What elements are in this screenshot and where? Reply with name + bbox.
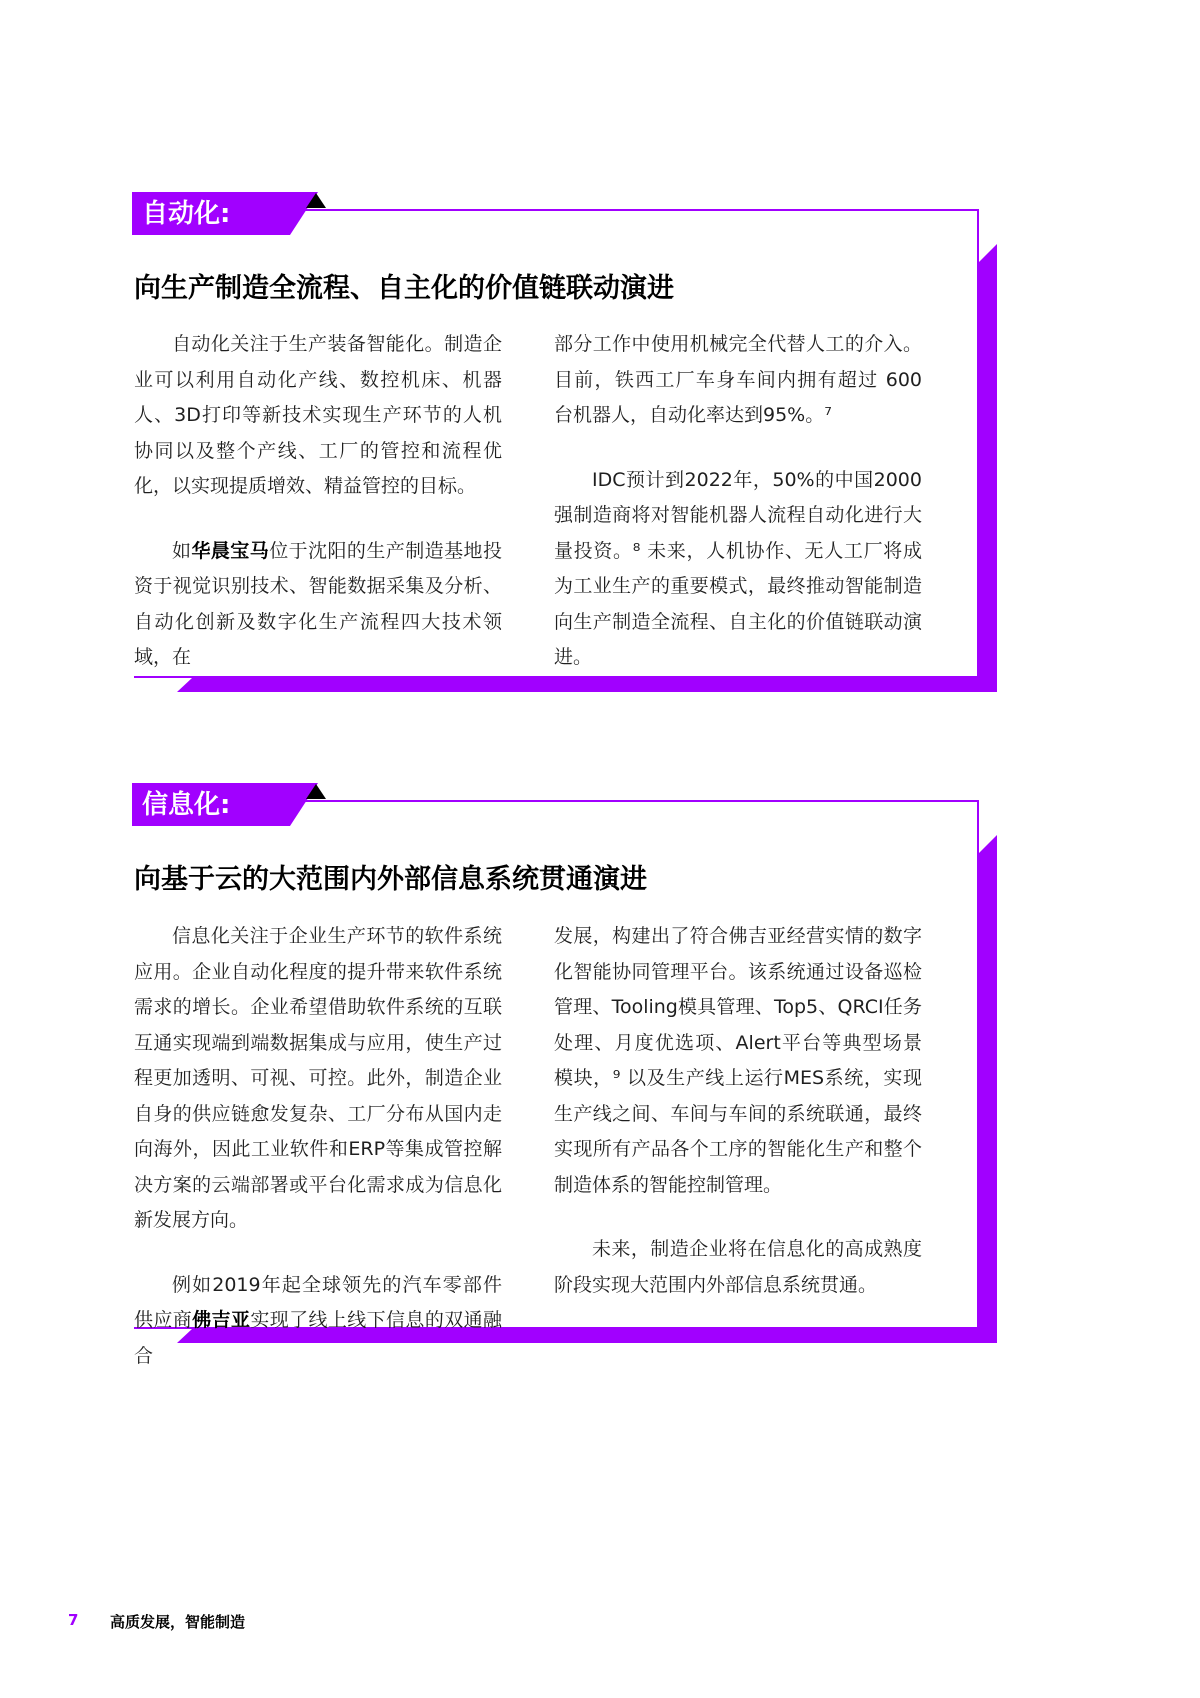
section-tag-label: 自动化:	[142, 199, 231, 229]
paragraph: 未来，制造企业将在信息化的高成熟度阶段实现大范围内外部信息系统贯通。	[554, 1238, 922, 1296]
footer-title: 高质发展，智能制造	[110, 1613, 246, 1631]
text-run: 位于沈阳的生产制造基地投资于视觉识别技术、智能数据采集及分析、自动化创新及数字化生产流程四大技术领域，在	[134, 539, 502, 668]
text-run: 例如2019年起全球领先的汽车零部件供应商	[134, 1273, 502, 1331]
paragraph: 自动化关注于生产装备智能化。制造企业可以利用自动化产线、数控机床、机器人、3D打印等新技术实现生产环节的人机协同以及整个产线、工厂的管控和流程优化，以实现提质增效、精益管控的目标。	[134, 333, 502, 497]
company-name-bold: 华晨宝马	[191, 539, 270, 562]
paragraph-with-bold	[134, 1268, 502, 1375]
page-number: 7	[68, 1611, 79, 1629]
text-run: 如	[172, 539, 192, 562]
paragraph: 部分工作中使用机械完全代替人工的介入。目前，铁西工厂车身车间内拥有超过 600 台机器人，自动化率达到95%。⁷	[554, 333, 922, 426]
paragraph: 发展，构建出了符合佛吉亚经营实情的数字化智能协同管理平台。该系统通过设备巡检管理、Tooling模具管理、Top5、QRCI任务处理、月度优选项、Alert平台等典型场景模块，⁹ 以及生产线上运行MES系统，实现生产线之间、车间与车间的系统联通，最终实现所有产品各个工序的智能化生产和整个制造体系的智能控制管理。	[554, 925, 922, 1196]
right-column	[554, 919, 922, 1303]
section-heading: 向基于云的大范围内外部信息系统贯通演进	[134, 864, 647, 895]
section-tag-label: 信息化:	[142, 790, 231, 820]
tag-shape	[0, 0, 400, 850]
section-heading: 向生产制造全流程、自主化的价值链联动演进	[134, 273, 674, 304]
left-column	[134, 919, 502, 1374]
text-run: 实现了线上线下信息的双通融合	[134, 1309, 502, 1367]
paragraph: IDC预计到2022年，50%的中国2000强制造商将对智能机器人流程自动化进行大量投资。⁸ 未来，人机协作、无人工厂将成为工业生产的重要模式，最终推动智能制造向生产制造全流程、自主化的价值链联动演进。	[554, 468, 922, 668]
company-name-bold: 佛吉亚	[192, 1309, 251, 1331]
paragraph: 信息化关注于企业生产环节的软件系统应用。企业自动化程度的提升带来软件系统需求的增长。企业希望借助软件系统的互联互通实现端到端数据集成与应用，使生产过程更加透明、可视、可控。此外，制造企业自身的供应链愈发复杂、工厂分布从国内走向海外，因此工业软件和ERP等集成管控解决方案的云端部署或平台化需求成为信息化新发展方向。	[134, 925, 502, 1231]
